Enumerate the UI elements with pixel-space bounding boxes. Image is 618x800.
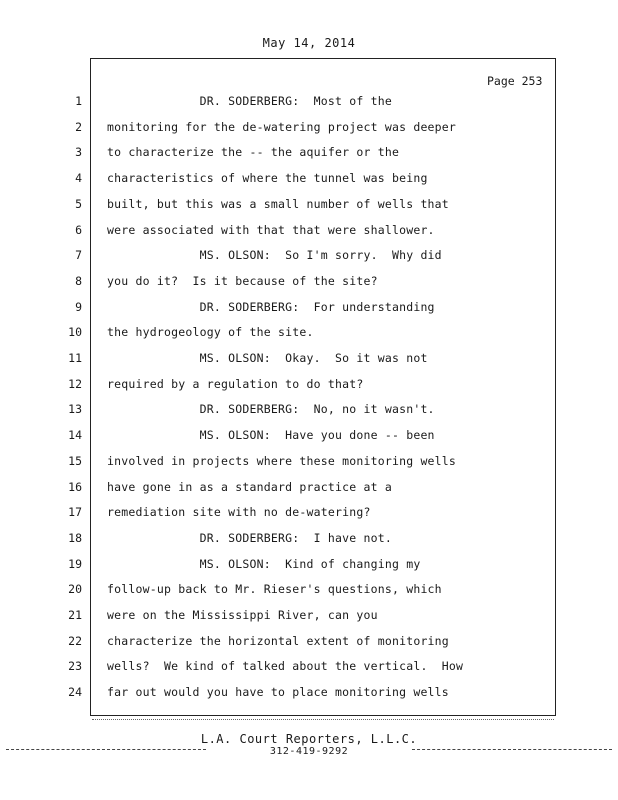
transcript-line [0,377,618,399]
line-number: 6 [75,222,82,237]
line-number: 13 [68,402,82,417]
line-text: MS. OLSON: Have you done -- been [107,428,435,443]
transcript-line [0,402,618,424]
line-text: characteristics of where the tunnel was being [107,171,428,186]
transcript-line [0,197,618,219]
line-text: monitoring for the de-watering project was deeper [107,119,457,134]
transcript-line [0,248,618,270]
line-text: DR. SODERBERG: Most of the [107,94,392,108]
transcript-line [0,608,618,630]
transcript-line [0,351,618,373]
line-text: remediation site with no de-watering? [107,505,371,520]
line-number: 1 [75,94,82,108]
line-number: 9 [75,299,82,314]
line-text: MS. OLSON: Okay. So it was not [107,351,428,365]
line-text: were on the Mississippi River, can you [107,608,378,622]
line-number: 4 [75,171,82,186]
line-text: to characterize the -- the aquifer or the [107,145,400,160]
transcript-line [0,454,618,476]
transcript-line [0,223,618,245]
line-number: 7 [75,248,82,263]
line-number: 12 [68,376,82,391]
line-number: 3 [75,145,82,160]
page-number: Page 253 [487,74,543,88]
line-number: 11 [68,351,82,365]
line-text: MS. OLSON: So I'm sorry. Why did [107,248,442,263]
line-text: characterize the horizontal extent of monitoring [107,633,449,648]
transcript-line [0,659,618,681]
frame-bottom-rule [92,719,554,720]
line-text: MS. OLSON: Kind of changing my [107,556,421,571]
line-number: 22 [68,633,82,648]
line-number: 20 [68,582,82,597]
line-text: the hydrogeology of the site. [107,325,314,340]
line-number: 19 [68,556,82,571]
line-number: 5 [75,196,82,211]
transcript-line [0,171,618,193]
transcript-line [0,685,618,707]
line-text: far out would you have to place monitoring wells [107,685,449,700]
transcript-line [0,634,618,656]
line-text: DR. SODERBERG: I have not. [107,530,392,545]
line-text: DR. SODERBERG: No, no it wasn't. [107,402,435,417]
transcript-date: May 14, 2014 [262,36,356,50]
transcript-line [0,145,618,167]
footer-phone: 312-419-9292 [269,746,349,757]
line-number: 8 [75,273,82,288]
line-text: required by a regulation to do that? [107,376,364,391]
transcript-line [0,325,618,347]
transcript-line [0,480,618,502]
line-number: 10 [68,325,82,340]
line-text: were associated with that that were shallower. [107,222,435,237]
line-number: 14 [68,428,82,443]
line-number: 23 [68,659,82,674]
transcript-line [0,557,618,579]
line-number: 2 [75,119,82,134]
transcript-line [0,300,618,322]
line-text: DR. SODERBERG: For understanding [107,299,435,314]
line-text: have gone in as a standard practice at a [107,479,392,494]
line-number: 18 [68,530,82,545]
transcript-line [0,274,618,296]
transcript-line [0,531,618,553]
line-text: wells? We kind of talked about the vertical. How [107,659,464,674]
line-number: 24 [68,685,82,700]
transcript-line [0,505,618,527]
line-text: built, but this was a small number of wells that [107,196,449,211]
line-text: involved in projects where these monitoring wells [107,453,457,468]
transcript-line [0,94,618,116]
line-number: 21 [68,608,82,622]
line-text: you do it? Is it because of the site? [107,273,378,288]
transcript-line [0,428,618,450]
line-number: 17 [68,505,82,520]
footer-company: L.A. Court Reporters, L.L.C. [200,732,418,746]
line-number: 15 [68,453,82,468]
line-number: 16 [68,479,82,494]
transcript-line [0,120,618,142]
transcript-line [0,582,618,604]
line-text: follow-up back to Mr. Rieser's questions, which [107,582,442,597]
